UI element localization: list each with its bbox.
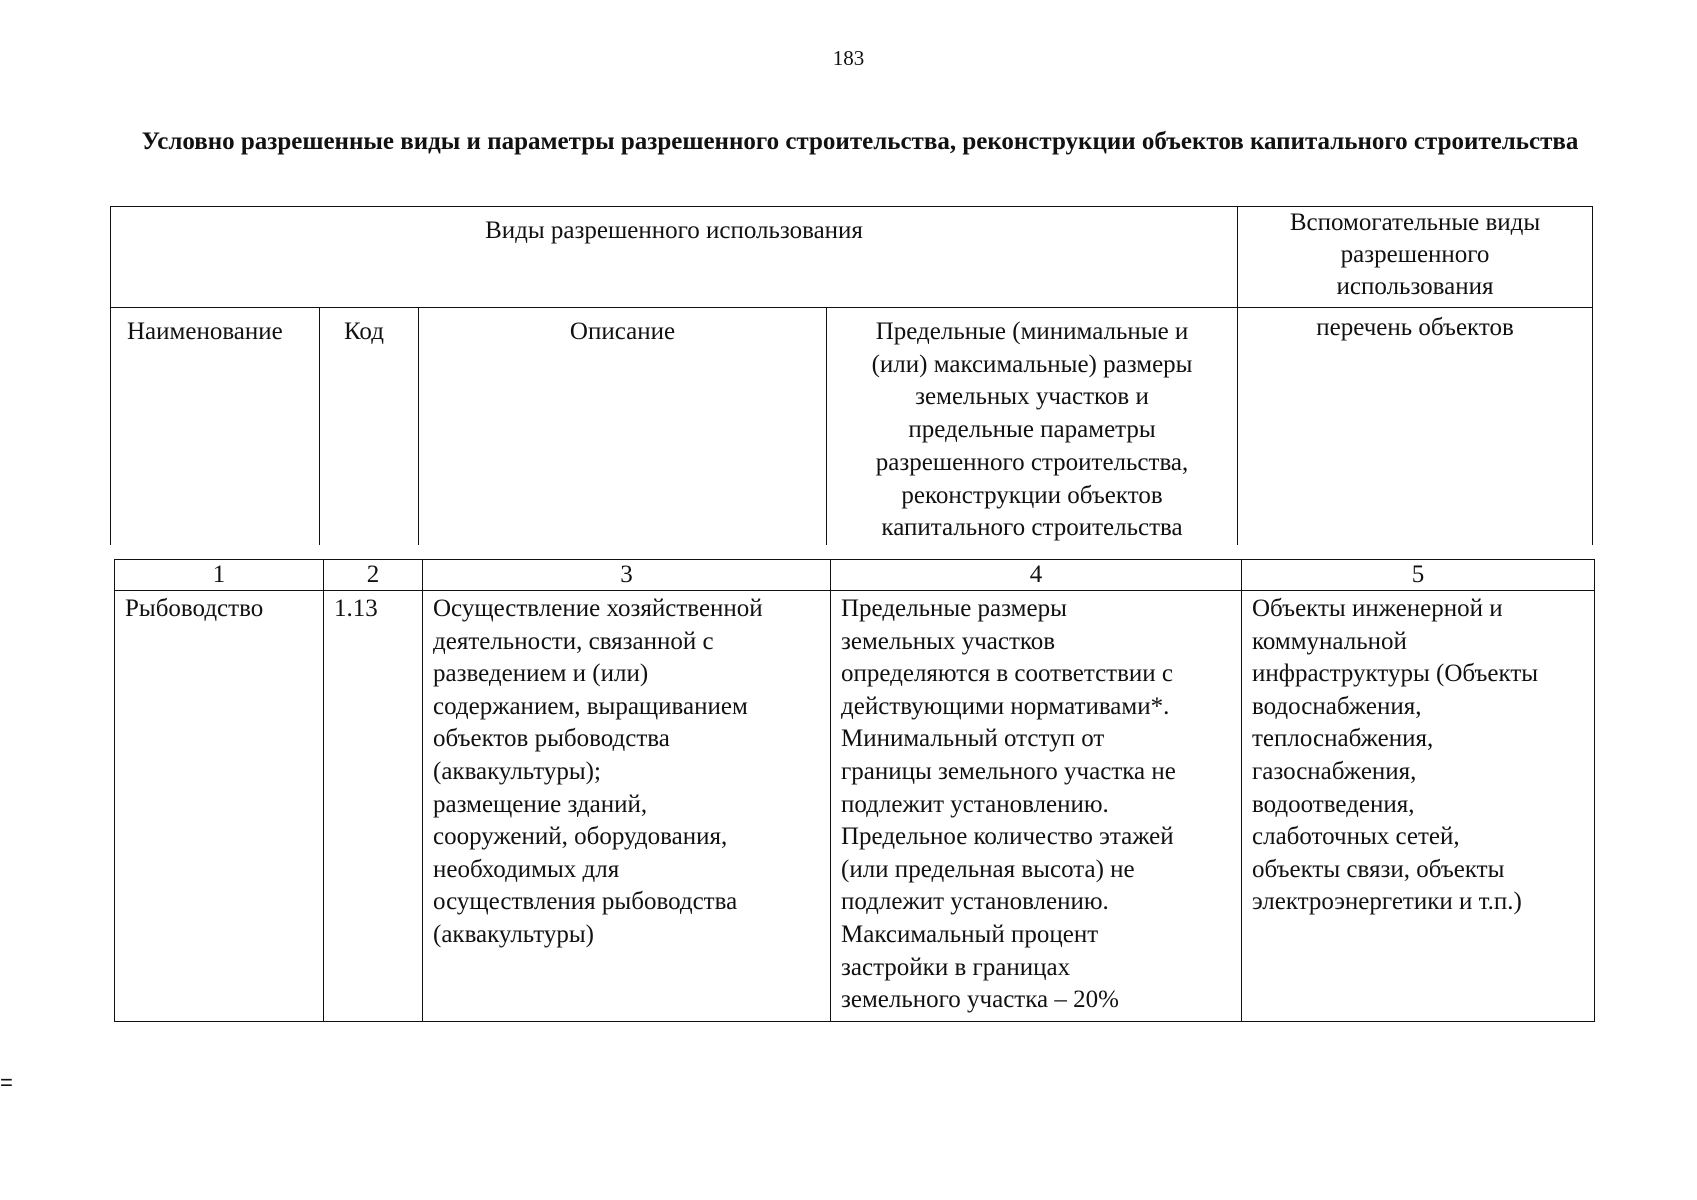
limits-header-line: Предельные (минимальные и <box>875 318 1189 345</box>
limits-header-line: реконструкции объектов <box>901 481 1163 509</box>
aux-header-line: Вспомогательные виды <box>1289 209 1541 236</box>
column-header-code: Код <box>320 308 419 545</box>
uses-table <box>114 559 1595 1022</box>
use-limits-cell <box>831 591 1242 1022</box>
limits-line: Предельное количество этажей <box>841 823 1174 851</box>
column-number: 5 <box>1242 560 1595 591</box>
limits-header-line: (или) максимальные) размеры <box>871 350 1193 378</box>
aux-objects-line: водоснабжения, <box>1252 692 1422 720</box>
page-number: 183 <box>832 46 865 70</box>
use-code-cell: 1.13 <box>324 591 423 1022</box>
limits-header-line: капитального строительства <box>881 514 1183 542</box>
aux-header-line: использования <box>1336 273 1494 300</box>
description-line: разведением и (или) <box>433 660 649 688</box>
description-line: (аквакультуры); <box>433 757 601 785</box>
auxiliary-objects-cell <box>1242 591 1595 1022</box>
table-row <box>115 591 1595 1022</box>
aux-objects-line: слаботочных сетей, <box>1252 823 1460 851</box>
description-line: сооружений, оборудования, <box>433 823 728 851</box>
description-line: деятельности, связанной с <box>433 627 714 655</box>
margin-mark: = <box>0 1070 13 1095</box>
description-line: (аквакультуры) <box>433 920 594 948</box>
aux-header-line: разрешенного <box>1340 241 1490 268</box>
column-number-row <box>115 560 1595 591</box>
column-header-objects-list: перечень объектов <box>1238 308 1593 545</box>
limits-line: границы земельного участка не <box>841 757 1176 785</box>
aux-objects-line: коммунальной <box>1252 627 1407 655</box>
description-line: осуществления рыбоводства <box>433 888 738 916</box>
aux-objects-line: Объекты инженерной и <box>1252 595 1503 622</box>
description-line: необходимых для <box>433 855 620 883</box>
limits-line: действующими нормативами*. <box>841 692 1170 720</box>
limits-line: Максимальный процент <box>841 920 1099 948</box>
limits-line: подлежит установлению. <box>841 790 1109 818</box>
column-number: 4 <box>831 560 1242 591</box>
limits-line: земельных участков <box>841 627 1056 655</box>
limits-header-line: предельные параметры <box>908 416 1156 444</box>
aux-objects-line: объекты связи, объекты <box>1252 855 1505 883</box>
aux-objects-line: водоотведения, <box>1252 790 1415 818</box>
column-header-limits <box>827 308 1238 545</box>
limits-line: застройки в границах <box>841 953 1071 981</box>
description-line: содержанием, выращиванием <box>433 692 748 720</box>
limits-line: земельного участка – 20% <box>841 986 1119 1014</box>
aux-objects-line: электроэнергетики и т.п.) <box>1252 888 1522 916</box>
column-number: 2 <box>324 560 423 591</box>
limits-line: подлежит установлению. <box>841 888 1109 916</box>
aux-objects-line: инфраструктуры (Объекты <box>1252 660 1539 688</box>
limits-header-line: земельных участков и <box>915 383 1149 411</box>
auxiliary-uses-header <box>1238 207 1593 308</box>
limits-line: (или предельная высота) не <box>841 855 1135 883</box>
aux-objects-line: газоснабжения, <box>1252 757 1417 785</box>
description-line: Осуществление хозяйственной <box>433 595 763 622</box>
description-line: объектов рыбоводства <box>433 725 670 753</box>
column-number: 3 <box>423 560 831 591</box>
limits-line: определяются в соответствии с <box>841 660 1174 688</box>
aux-objects-line: теплоснабжения, <box>1252 725 1434 753</box>
column-number: 1 <box>115 560 324 591</box>
column-header-name: Наименование <box>111 308 320 545</box>
column-header-description: Описание <box>419 308 827 545</box>
permitted-uses-group-header: Виды разрешенного использования <box>111 207 1238 308</box>
description-line: размещение зданий, <box>433 790 648 818</box>
limits-line: Минимальный отступ от <box>841 725 1105 753</box>
limits-header-line: разрешенного строительства, <box>875 448 1189 476</box>
use-name-cell: Рыбоводство <box>115 591 324 1022</box>
use-description-cell <box>423 591 831 1022</box>
document-title: Условно разрешенные виды и параметры разрешенного строительства, реконструкции объектов капитального строительства <box>141 128 1579 155</box>
header-table <box>110 206 1593 545</box>
limits-line: Предельные размеры <box>841 595 1067 622</box>
